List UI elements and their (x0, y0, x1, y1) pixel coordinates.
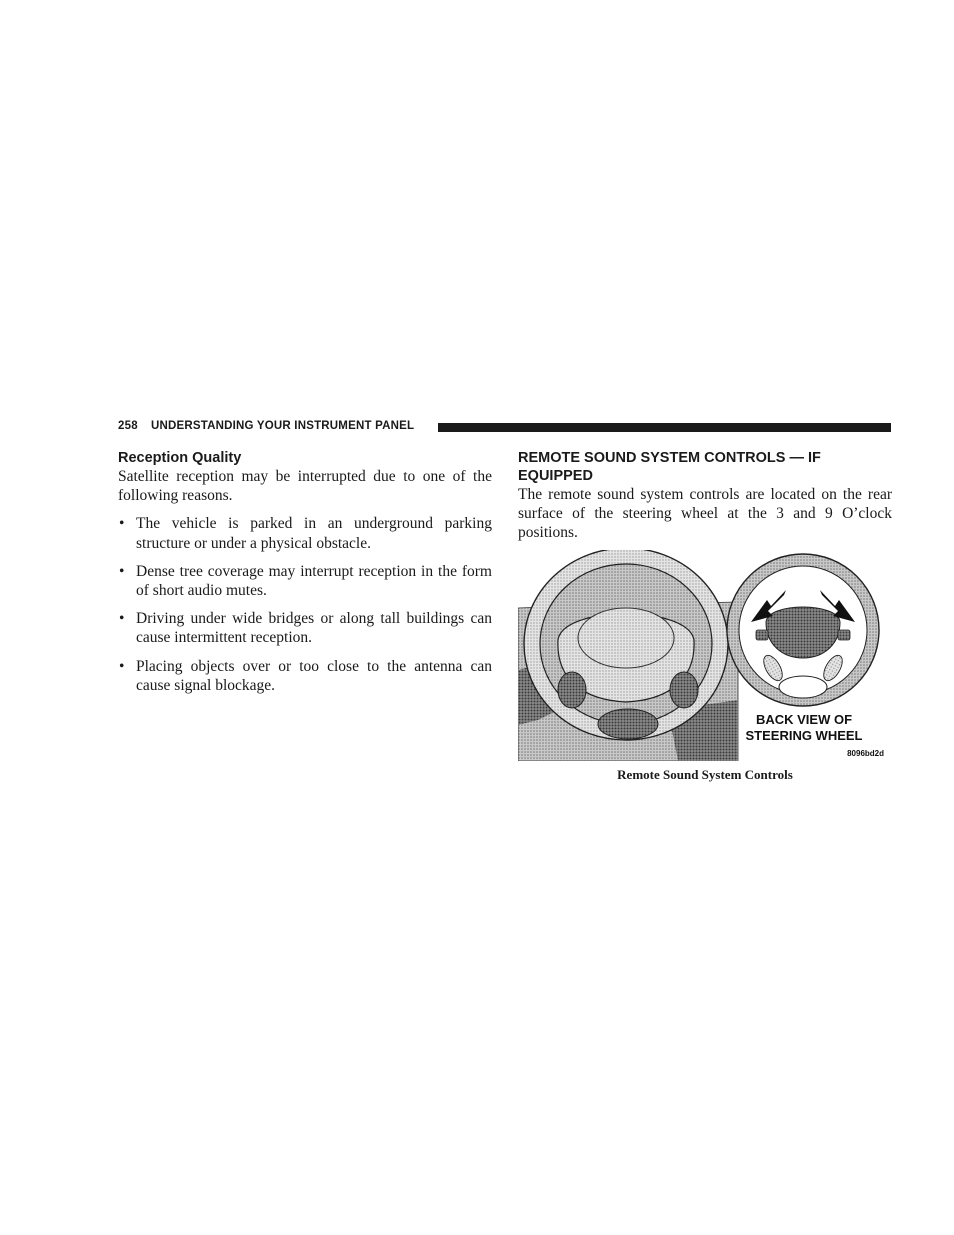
right-column (518, 449, 892, 543)
bullet-text: Dense tree coverage may interrupt reception in the form of short audio mutes. (136, 562, 492, 600)
bullet-text: Placing objects over or too close to the antenna can cause signal blockage. (136, 657, 492, 694)
list-item (118, 514, 492, 552)
remote-controls-body: The remote sound system controls are located on the rear surface of the steering wheel at the 3 and 9 O’clock positions. (518, 486, 892, 542)
page-number: 258 (118, 420, 138, 432)
list-item (118, 609, 492, 647)
back-view-label-2: STEERING WHEEL (745, 728, 863, 743)
bullet-text: The vehicle is parked in an underground parking structure or under a physical obstacle. (136, 515, 492, 552)
bullet-icon: • (119, 610, 125, 628)
list-item (118, 562, 492, 600)
section-title: UNDERSTANDING YOUR INSTRUMENT PANEL (151, 420, 415, 432)
remote-controls-heading: REMOTE SOUND SYSTEM CONTROLS — IF EQUIPPED (518, 450, 821, 484)
bullet-icon: • (119, 515, 125, 533)
reception-intro: Satellite reception may be interrupted due to one of the following reasons. (118, 468, 492, 505)
figure-code: 8096bd2d (847, 749, 884, 758)
bullet-icon: • (119, 657, 125, 675)
figure-caption: Remote Sound System Controls (617, 767, 793, 782)
header-rule (438, 423, 891, 432)
list-item (118, 657, 492, 695)
bullet-text: Driving under wide bridges or along tall buildings can cause intermittent reception. (136, 610, 492, 647)
back-view-label-1: BACK VIEW OF (755, 712, 853, 727)
steering-wheel-figure (518, 550, 892, 761)
bullet-icon: • (119, 562, 125, 580)
reception-quality-heading: Reception Quality (118, 450, 242, 466)
left-column (118, 449, 492, 704)
page-header (118, 420, 891, 436)
reception-bullet-list (118, 514, 492, 695)
